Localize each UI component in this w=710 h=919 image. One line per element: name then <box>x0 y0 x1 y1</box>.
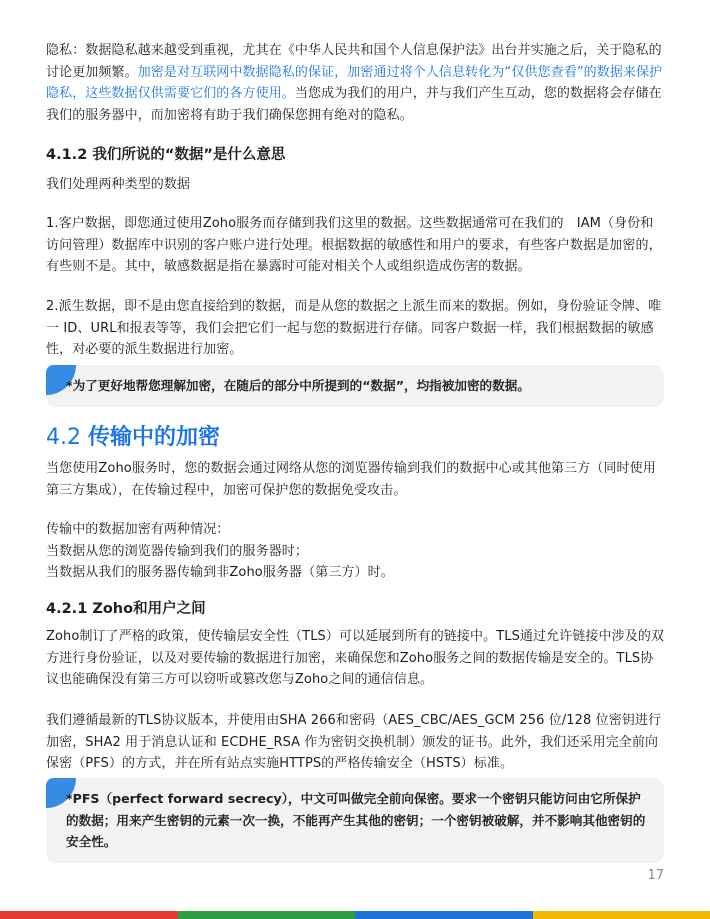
transit-cases-title: 传输中的数据加密有两种情况： <box>46 522 230 537</box>
encryption-note-text: *为了更好地帮您理解加密，在随后的部分中所提到的“数据”，均指被加密的数据。 <box>66 378 530 393</box>
section-4-1-2-intro: 我们处理两种类型的数据 <box>46 177 191 192</box>
privacy-paragraph <box>46 40 666 126</box>
footer-segment-blue <box>355 911 533 919</box>
tls-version-paragraph: 我们遵循最新的TLS协议版本，并使用由SHA 266和密码（AES_CBC/AES_GCM 256 位/128 位密钥进行加密，SHA2 用于消息认证和 ECDHE_RSA 作为密钥交换机制）颁发的证书。此外，我们还采用完全前向保密（PFS）的方式，并在所有站点实施HTTPS的严格传输安全（HSTS）标准。 <box>46 713 662 772</box>
encryption-note-box <box>46 365 664 407</box>
section-number: 4.2 <box>46 425 81 450</box>
section-4-2-heading <box>46 423 220 453</box>
privacy-text-2: 当您成为我们的用户，并与我们产生互动，您的数据将会存储在我们的服务器中，而加密将有助于我们确保您拥有绝对的隐私。 <box>46 86 662 123</box>
section-4-1-2-heading: 4.1.2 我们所说的“数据”是什么意思 <box>46 147 286 163</box>
privacy-text-1: 隐私：数据隐私越来越受到重视，尤其在《中华人民共和国个人信息保护法》出台并实施之后，关于隐私的讨论更加频繁。 <box>46 43 662 80</box>
tls-paragraph: Zoho制订了严格的政策，使传输层安全性（TLS）可以延展到所有的链接中。TLS通过允许链接中涉及的双方进行身份验证，以及对要传输的数据进行加密，来确保您和Zoho服务之间的数据传输是安全的。TLS协议也能确保没有第三方可以窃听或篡改您与Zoho之间的通信信息。 <box>46 629 665 688</box>
section-4-2-1-heading: 4.2.1 Zoho和用户之间 <box>46 601 206 617</box>
footer-segment-green <box>178 911 356 919</box>
page-number: 17 <box>647 868 664 883</box>
transit-intro-paragraph: 当您使用Zoho服务时，您的数据会通过网络从您的浏览器传输到我们的数据中心或其他第三方（同时使用第三方集成），在传输过程中，加密可保护您的数据免受攻击。 <box>46 461 656 498</box>
footer-segment-red <box>0 911 178 919</box>
privacy-highlight: 加密是对互联网中数据隐私的保证，加密通过将个人信息转化为“仅供您查看”的数据来保护隐私，这些数据仅供需要它们的各方使用。 <box>46 64 663 102</box>
transit-case-1: 当数据从您的浏览器传输到我们的服务器时； <box>46 543 309 559</box>
footer-segment-yellow <box>533 911 710 919</box>
transit-case-2: 当数据从我们的服务器传输到非Zoho服务器（第三方）时。 <box>46 565 394 581</box>
customer-data-paragraph: 1.客户数据，即您通过使用Zoho服务而存储到我们这里的数据。这些数据通常可在我们的 IAM（身份和访问管理）数据库中识别的客户账户进行处理。根据数据的敏感性和用户的要求，有些客户数据是加密的，有些则不是。其中，敏感数据是指在暴露时可能对相关个人或组织造成伤害的数据。 <box>46 216 662 275</box>
footer-color-bar <box>0 911 710 919</box>
derived-data-paragraph: 2.派生数据，即不是由您直接给到的数据，而是从您的数据之上派生而来的数据。例如，身份验证令牌、唯一 ID、URL和报表等等，我们会把它们一起与您的数据进行存储。同客户数据一样，我们根据数据的敏感性，对必要的派生数据进行加密。 <box>46 299 662 358</box>
pfs-note-box <box>46 778 664 863</box>
section-title: 传输中的加密 <box>88 425 221 450</box>
pfs-note-text: *PFS（perfect forward secrecy），中文可叫做完全前向保密。要求一个密钥只能访问由它所保护的数据；用来产生密钥的元素一次一换，不能再产生其他的密钥；一个密钥被破解，并不影响其他密钥的安全性。 <box>66 791 646 850</box>
transit-cases <box>46 519 666 584</box>
